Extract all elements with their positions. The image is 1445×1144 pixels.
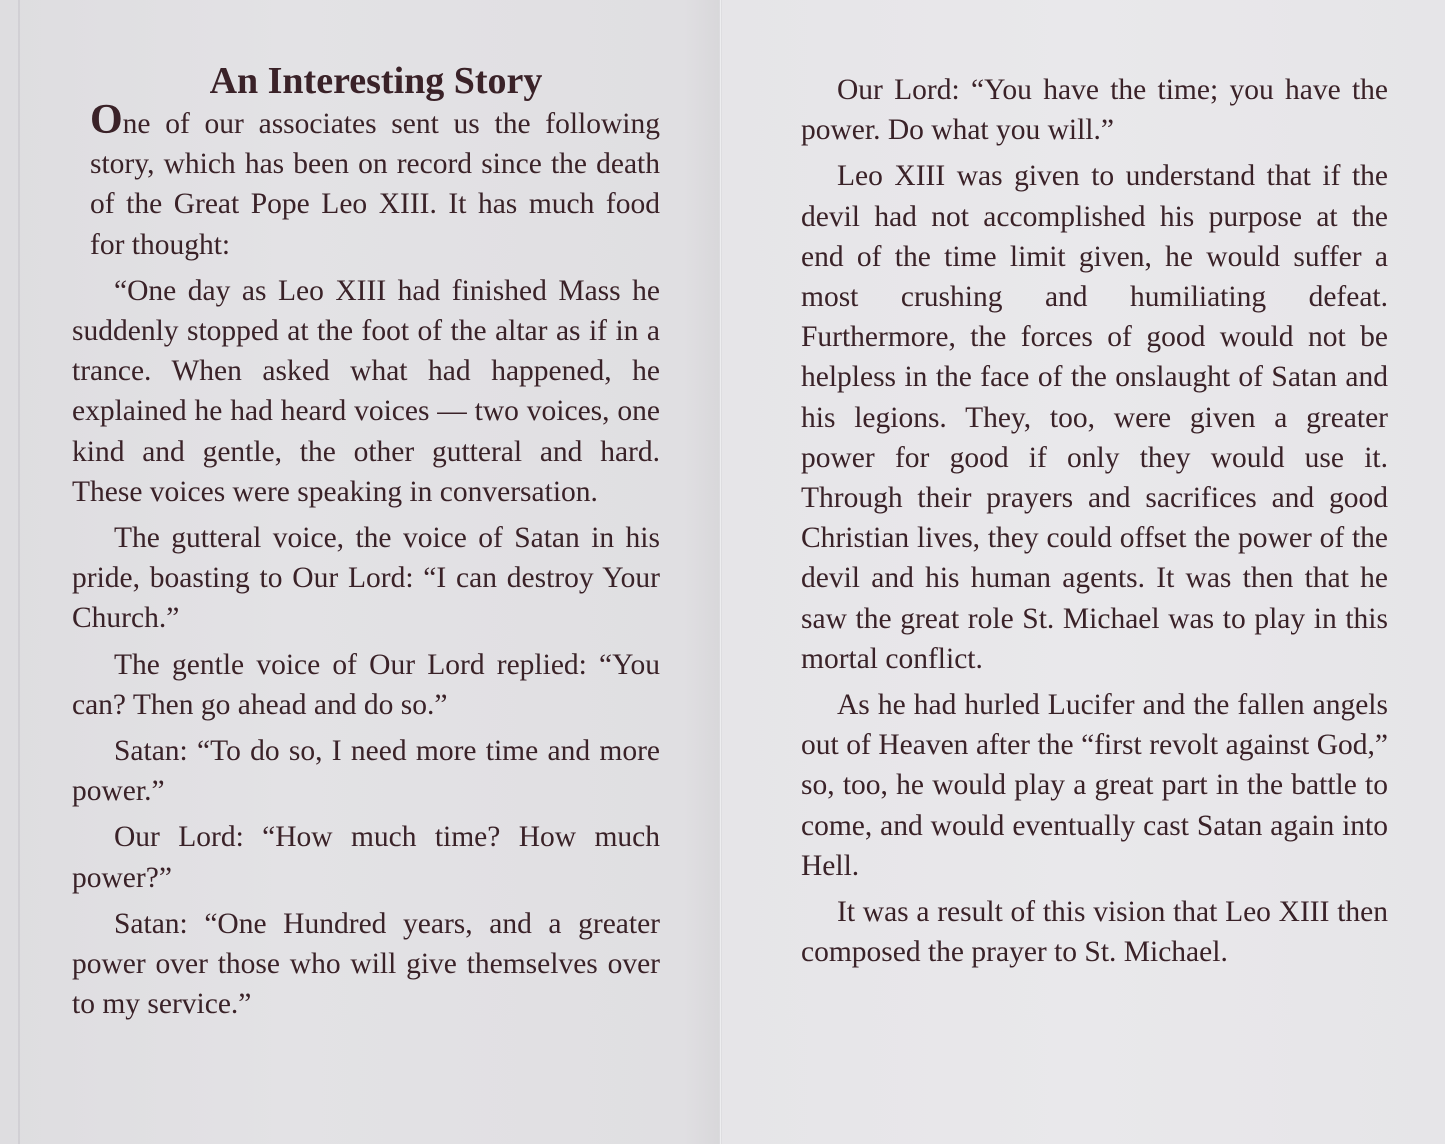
paragraph-understanding: Leo XIII was given to understand that if the devil had not accomplished his purpose at the end of the time limit given, he would suffer a most crushing and humiliating defeat. Furthermore, the forces of good would not be helpless in the face of the onslaught of Satan and his legions. They, too, were given a greater power for good if only they would use it. Through their prayers and sacrifices and good Christian lives, they could offset the power of the devil and his human agents. It was then that he saw the great role St. Michael was to play in this mortal conflict. <box>801 160 1388 675</box>
paragraph-vision: “One day as Leo XIII had finished Mass he suddenly stopped at the foot of the altar as if in a trance. When asked what had happened, he explained he had heard voices — two voices, one kind and gentle, the other gutteral and hard. These voices were speaking in conversation. <box>72 274 660 508</box>
paragraph-lord-grant: Our Lord: “You have the time; you have the power. Do what you will.” <box>801 74 1388 147</box>
left-column <box>72 58 660 1030</box>
right-column <box>801 70 1388 978</box>
paragraph-prayer-origin: It was a result of this vision that Leo XIII then composed the prayer to St. Michael. <box>801 896 1388 969</box>
page-edge-line <box>18 0 20 1144</box>
drop-cap: O <box>90 97 123 143</box>
paragraph-satan-request: Satan: “To do so, I need more time and more power.” <box>72 735 660 808</box>
paragraph-lord-reply: The gentle voice of Our Lord replied: “You can? Then go ahead and do so.” <box>72 648 660 721</box>
paragraph-lord-question: Our Lord: “How much time? How much power?” <box>72 821 660 894</box>
center-fold <box>719 0 722 1144</box>
page-title: An Interesting Story <box>209 60 543 102</box>
intro-text: ne of our associates sent us the following story, which has been on record since the death of the Great Pope Leo XIII. It has much food for thought: <box>90 108 660 261</box>
paragraph-st-michael-role: As he had hurled Lucifer and the fallen angels out of Heaven after the “first revolt against God,” so, too, he would play a great part in the battle to come, and would eventually cast Satan again into Hell. <box>801 689 1388 882</box>
paragraph-satan-boast: The gutteral voice, the voice of Satan in his pride, boasting to Our Lord: “I can destroy Your Church.” <box>72 522 660 635</box>
intro-paragraph <box>90 97 660 265</box>
paragraph-satan-answer: Satan: “One Hundred years, and a greater power over those who will give themselves over to my service.” <box>72 907 660 1021</box>
